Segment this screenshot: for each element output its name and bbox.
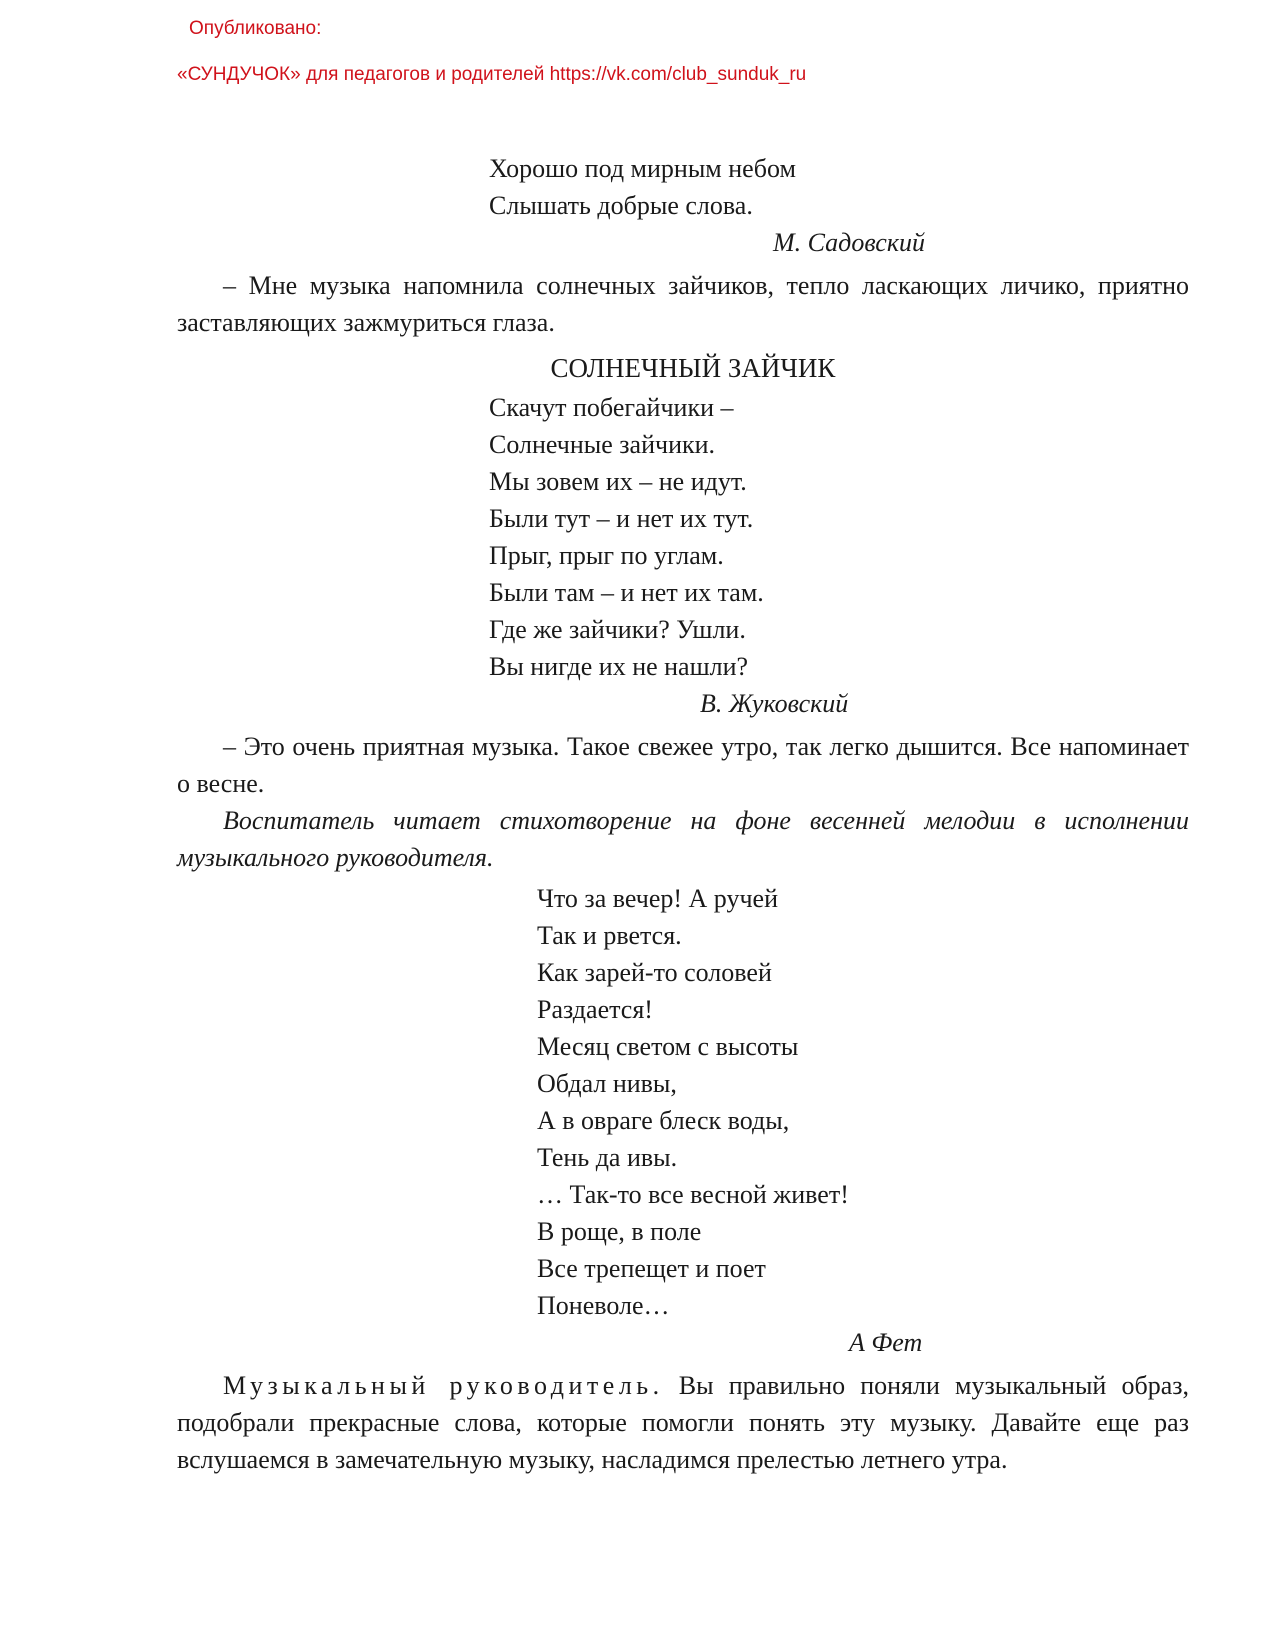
poem-line: Как зарей-то соловей: [537, 958, 772, 987]
poem-line: Вы нигде их не нашли?: [489, 652, 749, 681]
poem-line: Были там – и нет их там.: [489, 578, 764, 607]
publication-label: Опубликовано:: [189, 18, 322, 39]
poem-line: Все трепещет и поет: [537, 1254, 766, 1283]
poem-title: СОЛНЕЧНЫЙ ЗАЙЧИК: [550, 353, 836, 383]
closing-paragraph: [177, 1367, 1189, 1478]
poem-line: Слышать добрые слова.: [489, 191, 753, 220]
poem-line: Хорошо под мирным небом: [489, 154, 796, 183]
closing-text: Вы правильно поняли музыкальный образ, подобрали прекрасные слова, которые помогли понять эту музыку. Давайте еще раз вслушаемся в замечательную музыку, насладимся прелестью летнего утра.: [177, 1371, 1190, 1474]
publication-source: «СУНДУЧОК» для педагогов и родителей https://vk.com/club_sunduk_ru: [177, 64, 807, 85]
poem-line: Где же зайчики? Ушли.: [489, 615, 746, 644]
poem-line: Прыг, прыг по углам.: [489, 541, 724, 570]
poem-sunbeam: [177, 389, 1189, 685]
poem-line: … Так-то все весной живет!: [537, 1180, 849, 1209]
stage-direction: Воспитатель читает стихотворение на фоне весенней мелодии в исполнении музыкального руководителя.: [177, 806, 1189, 872]
poem-line: Скачут побегайчики –: [489, 393, 734, 422]
poem-peaceful-sky: [177, 150, 1189, 224]
poem-line: А в овраге блеск воды,: [537, 1106, 790, 1135]
paragraph-spring-morning: – Это очень приятная музыка. Такое свежее утро, так легко дышится. Все напоминает о весне.: [177, 732, 1189, 798]
poem-line: Обдал нивы,: [537, 1069, 677, 1098]
paragraph-sunbeams: – Мне музыка напомнила солнечных зайчиков, тепло ласкающих личико, приятно заставляющих зажмуриться глаза.: [177, 271, 1189, 337]
poem-line: В роще, в поле: [537, 1217, 702, 1246]
poem-spring-evening: [177, 880, 1189, 1324]
poem-line: Раздается!: [537, 995, 653, 1024]
poem-author: А Фет: [849, 1328, 923, 1357]
poem-line: Месяц светом с высоты: [537, 1032, 799, 1061]
poem-line: Поневоле…: [537, 1291, 670, 1320]
poem-line: Что за вечер! А ручей: [537, 884, 778, 913]
poem-line: Тень да ивы.: [537, 1143, 678, 1172]
document-body: [177, 150, 1189, 1478]
poem-author: В. Жуковский: [700, 689, 849, 718]
poem-author: М. Садовский: [773, 228, 925, 257]
poem-line: Так и рвется.: [537, 921, 682, 950]
speaker-name: Музыкальный руководитель.: [223, 1371, 664, 1400]
poem-line: Солнечные зайчики.: [489, 430, 716, 459]
poem-line: Были тут – и нет их тут.: [489, 504, 754, 533]
poem-line: Мы зовем их – не идут.: [489, 467, 747, 496]
